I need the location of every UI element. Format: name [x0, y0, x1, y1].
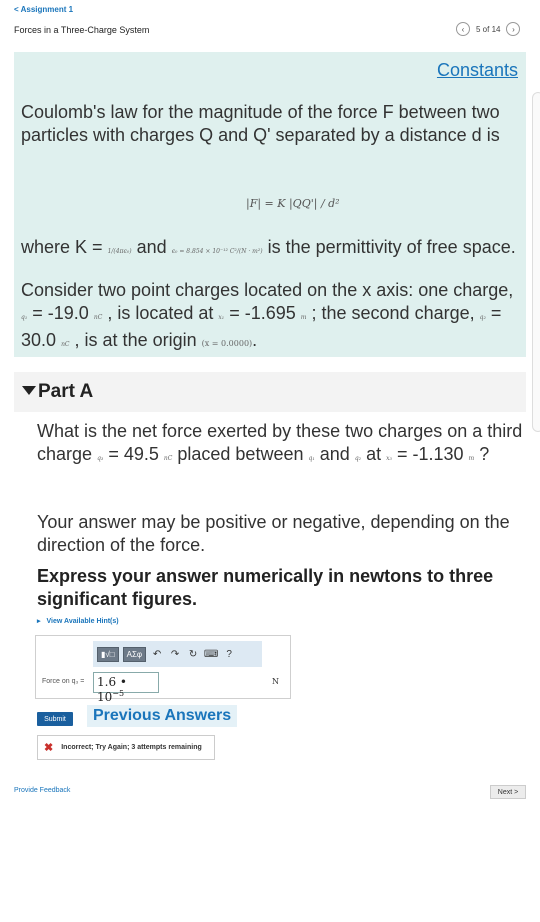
answer-instruction: Express your answer numerically in newtons to three significant figures. — [37, 566, 494, 609]
symbols-button[interactable]: ΑΣφ — [123, 647, 146, 662]
submit-button[interactable]: Submit — [37, 712, 73, 726]
redo-icon[interactable]: ↷ — [170, 648, 180, 660]
unit-nc: nC — [163, 455, 173, 462]
view-hints-link[interactable] — [37, 617, 119, 625]
origin-expression: (x = 0.0000) — [201, 339, 253, 348]
x1-symbol: x₁ — [218, 314, 225, 321]
x3-value: = -1.130 — [396, 444, 464, 464]
pager — [456, 22, 520, 36]
text-fragment: is the permittivity of free space. — [267, 237, 516, 257]
text-fragment: ? — [479, 444, 490, 464]
x3-symbol: x₃ — [386, 455, 392, 462]
help-icon[interactable]: ? — [226, 648, 232, 660]
collapse-triangle-icon — [22, 386, 36, 395]
text-fragment: What is the net force exerted by these two charges on a third charge — [37, 421, 523, 464]
q1-symbol: q₁ — [21, 314, 28, 321]
math-toolbar — [93, 641, 262, 667]
charges-setup-text — [21, 279, 521, 356]
sign-note: Your answer may be positive or negative, depending on the direction of the force. — [37, 512, 510, 555]
text-fragment: placed between — [177, 444, 304, 464]
chevron-right-icon: › — [512, 24, 515, 34]
question-text — [37, 420, 527, 470]
q2-symbol: q₂ — [479, 314, 486, 321]
unit-nc: nC — [61, 341, 70, 348]
q1-value: = -19.0 — [32, 303, 89, 323]
force-field-label: Force on q₃ = — [42, 678, 85, 685]
text-fragment: . — [252, 330, 258, 350]
chevron-left-icon: ‹ — [461, 24, 465, 34]
text-fragment: , is at the origin — [74, 330, 197, 350]
reset-icon[interactable]: ↻ — [188, 648, 198, 660]
part-a-header[interactable] — [14, 372, 526, 412]
text-fragment: Consider two point charges located on the x axis: one charge, — [21, 280, 514, 300]
q2-value: = 30.0 — [21, 303, 502, 350]
answer-box — [35, 635, 291, 704]
previous-item-button[interactable] — [456, 22, 470, 36]
text-fragment: and — [136, 237, 167, 257]
epsilon-expression: ϵ₀ = 8.854 × 10⁻¹² C²/(N · m²) — [171, 248, 263, 255]
q2-symbol: q₂ — [354, 455, 362, 462]
feedback-message — [37, 735, 215, 760]
page-title: Forces in a Three-Charge System — [14, 25, 150, 35]
unit-label: N — [272, 677, 279, 686]
coulomb-law-text: Coulomb's law for the magnitude of the force F between two particles with charges Q and Q' separated by a distance d is — [21, 102, 500, 145]
force-answer-input[interactable] — [93, 672, 159, 704]
text-fragment: , is located at — [107, 303, 214, 323]
incorrect-x-icon: ✖ — [44, 742, 54, 754]
k-expression: 1/(4πϵ₀) — [107, 248, 132, 255]
next-button[interactable]: Next > — [490, 785, 526, 799]
coulomb-formula: |F| = K |QQ'| / d² — [246, 197, 340, 210]
constants-text — [21, 236, 521, 263]
previous-answers-link[interactable]: Previous Answers — [87, 705, 237, 727]
next-item-button[interactable] — [506, 22, 520, 36]
answer-base: 1.6 • 10 — [97, 675, 127, 704]
templates-button[interactable]: ▮√□ — [97, 647, 119, 662]
side-panel-edge — [532, 92, 540, 432]
text-fragment: where K = — [21, 237, 103, 257]
unit-m: m — [300, 314, 307, 321]
unit-m: m — [468, 455, 475, 462]
x1-value: = -1.695 — [229, 303, 296, 323]
text-fragment: ; the second charge, — [311, 303, 475, 323]
caret-right-icon: ▸ — [37, 618, 41, 625]
answer-exponent: −5 — [112, 689, 125, 698]
unit-nc: nC — [93, 314, 103, 321]
feedback-text: Incorrect; Try Again; 3 attempts remaining — [61, 744, 202, 751]
back-to-assignment-link[interactable]: < Assignment 1 — [14, 5, 74, 14]
provide-feedback-link[interactable]: Provide Feedback — [14, 787, 71, 794]
constants-link[interactable]: Constants — [436, 60, 518, 80]
q3-symbol: q₃ — [97, 455, 104, 462]
part-a-label: Part A — [38, 381, 94, 402]
q3-value: = 49.5 — [108, 444, 159, 464]
hints-label: View Available Hint(s) — [46, 618, 119, 625]
problem-intro — [14, 52, 526, 357]
undo-icon[interactable]: ↶ — [152, 648, 162, 660]
keyboard-icon[interactable]: ⌨ — [203, 648, 219, 660]
text-fragment: at — [366, 444, 382, 464]
text-fragment: and — [319, 444, 350, 464]
pager-text: 5 of 14 — [476, 24, 501, 34]
q1-symbol: q₁ — [308, 455, 315, 462]
